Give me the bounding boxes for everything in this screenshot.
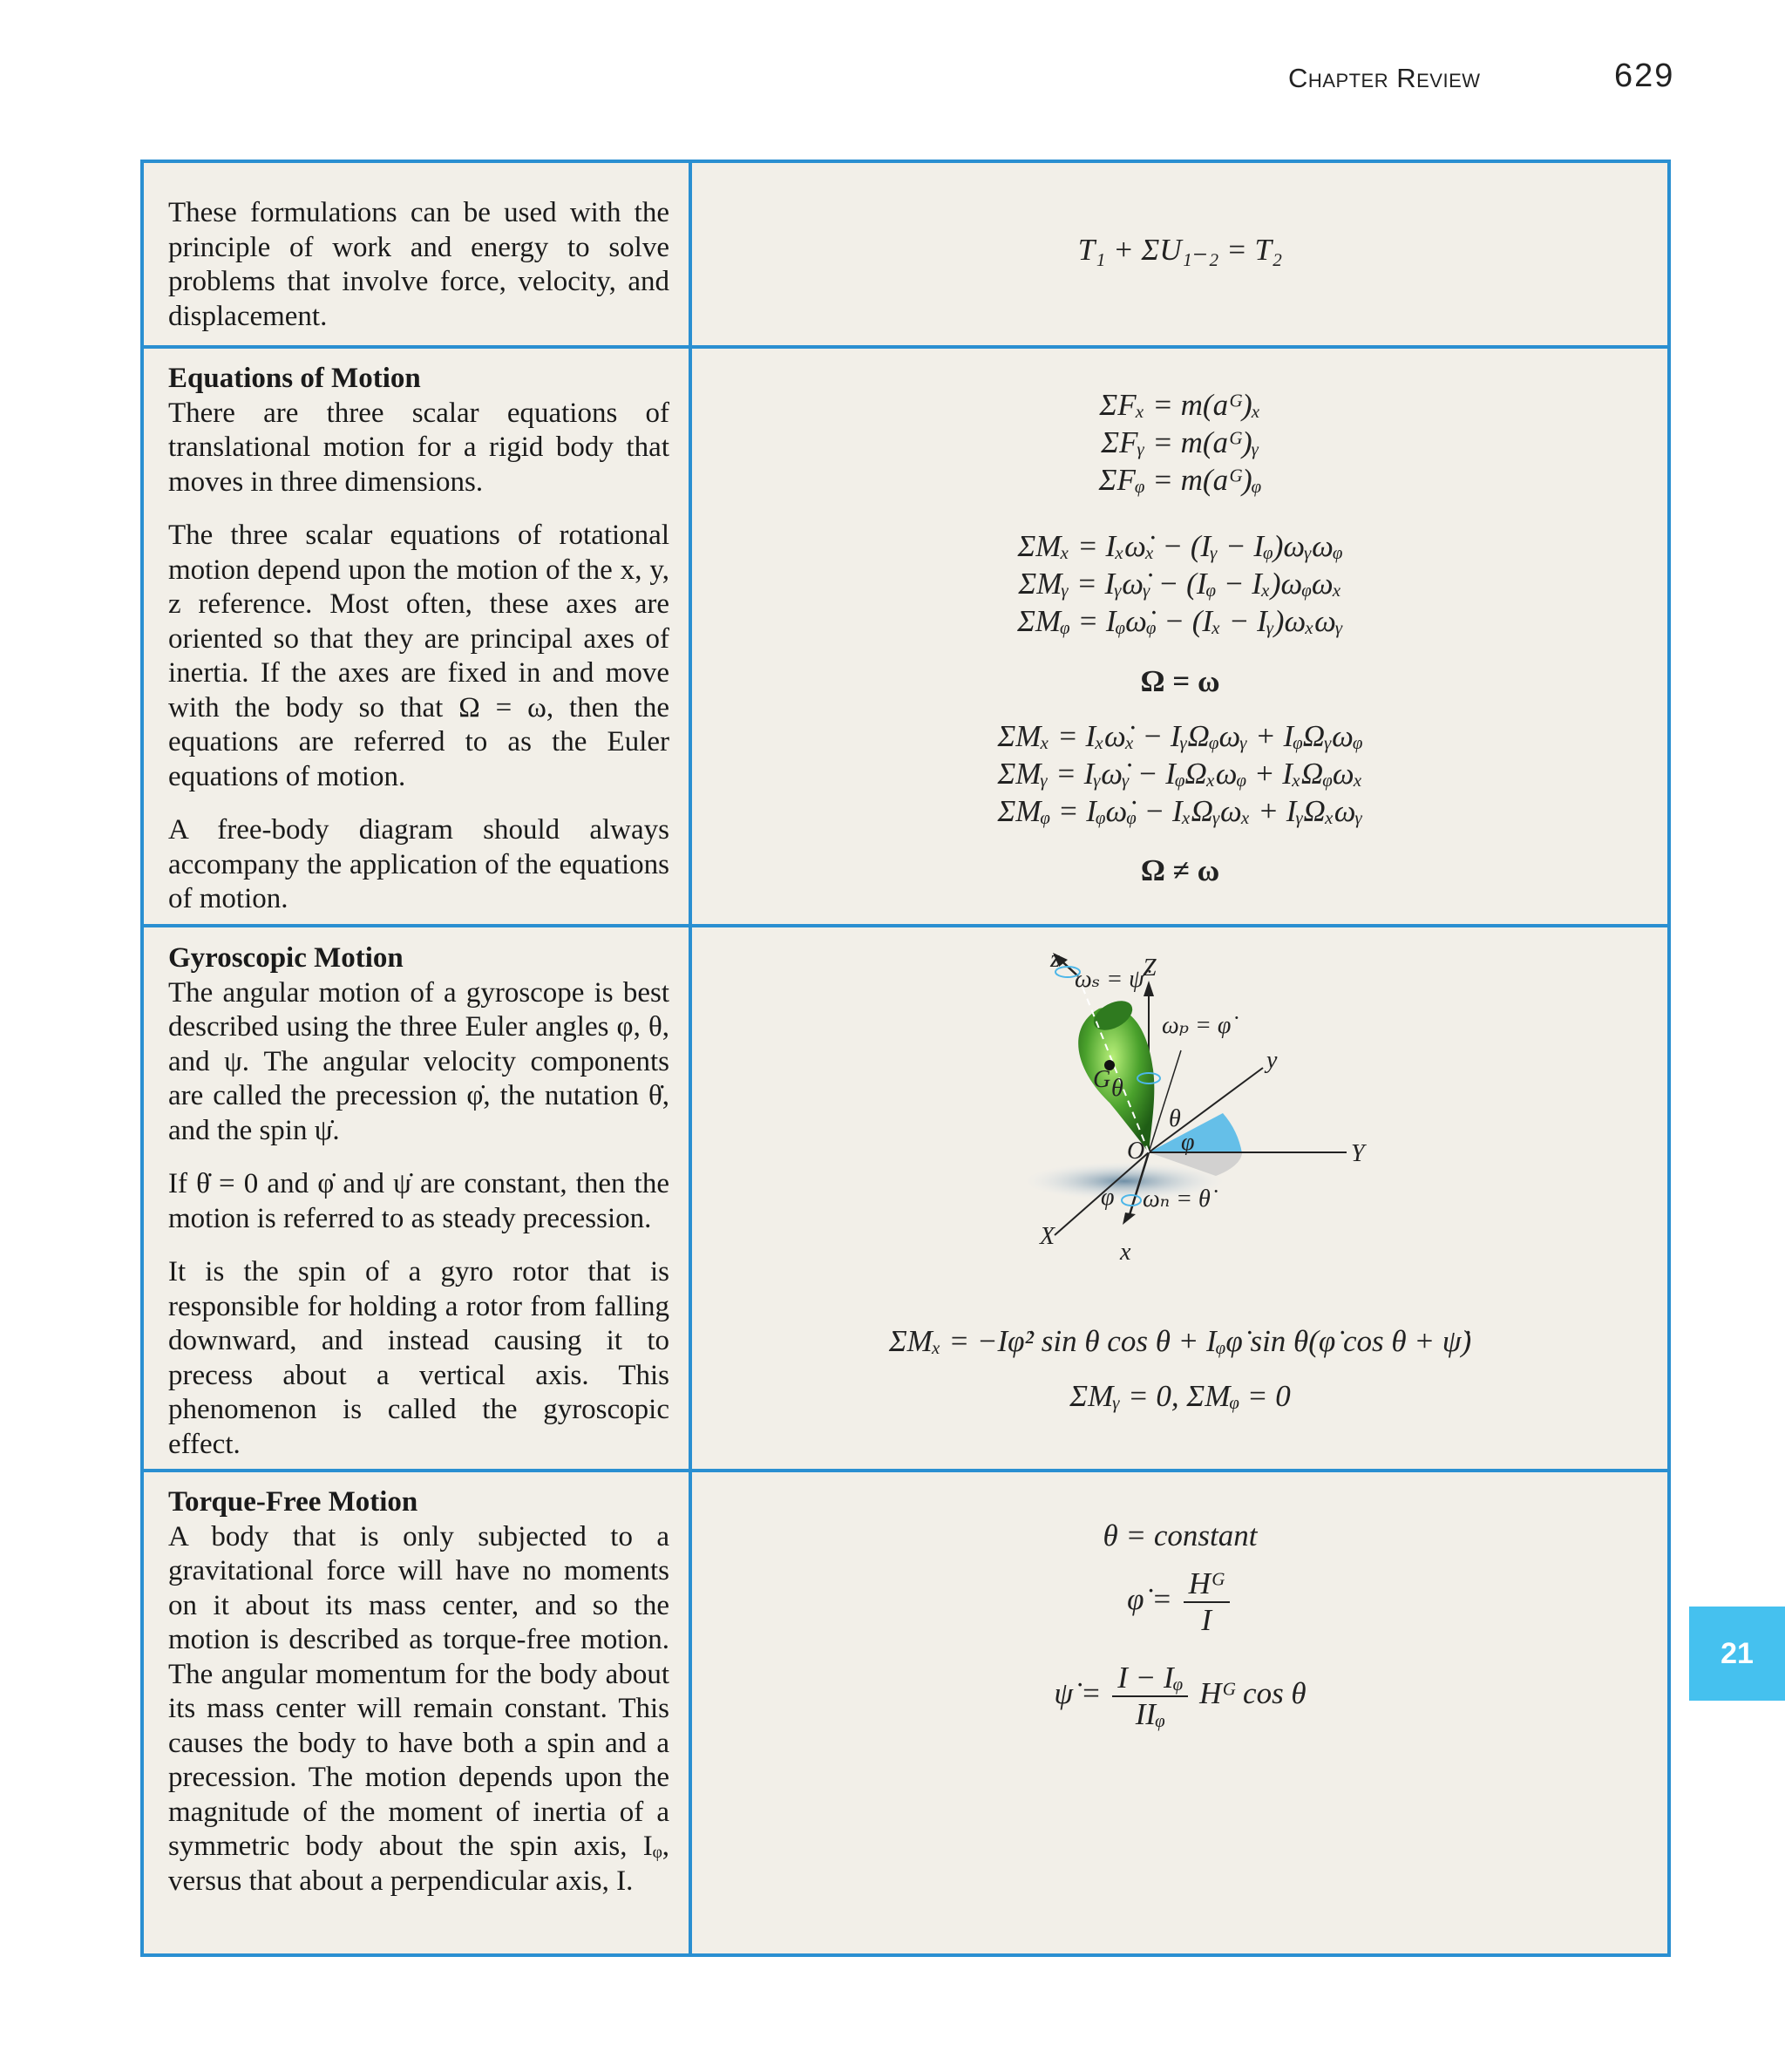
paragraph-text: The angular motion of a gyroscope is best described using the three Euler angles φ, θ, and ψ. The angular velocity components are called the precession φ̇, the nutation θ̇, and the spin ψ̇. — [168, 976, 669, 1146]
paragraph: It is the spin of a gyro rotor that is responsible for holding a rotor from falling downward, and instead causing it to precess about a vertical axis. This phenomenon is called the gyroscopic effect. — [168, 1256, 669, 1460]
omega-p-label: ωₚ = φ̇ — [1162, 1012, 1232, 1039]
general-rotation-equation-y: ΣMᵧ = Iᵧω̇ᵧ − IᵩΩₓωᵩ + IₓΩᵩωₓ — [997, 757, 1363, 791]
spin-rhs: Hᴳ cos θ — [1199, 1676, 1307, 1711]
paragraph: If θ̇ = 0 and φ̇ and ψ̇ are constant, then the motion is referred to as steady precession. — [168, 1168, 669, 1234]
row-divider — [144, 1469, 1667, 1472]
work-energy-equation: T₁ + ΣU₁₋₂ = T₂ — [1077, 233, 1283, 267]
paragraph: These formulations can be used with the principle of work and energy to solve problems that involve force, velocity, and displacement. — [168, 197, 669, 332]
precession-rate-equation — [692, 1566, 1668, 1638]
Z-label: Z — [1143, 954, 1157, 982]
paragraph: The three scalar equations of rotational motion depend upon the motion of the x, y, z reference. Most often, these axes are oriented so that they are principal axes of inertia. If the axes are fixed in and move with the body so that Ω = ω, then the equations are referred to as the Euler equations of motion. — [168, 520, 669, 792]
section-heading: Torque-Free Motion — [168, 1486, 418, 1518]
row-divider — [144, 924, 1667, 927]
omega-p-arrowhead — [1144, 981, 1154, 996]
running-header-title: Chapter Review — [1288, 63, 1481, 93]
translation-equation-z: ΣFᵩ = m(aᴳ)ᵩ — [1098, 463, 1262, 497]
z-label: z — [1050, 948, 1060, 973]
spin-lhs: ψ̇ = — [1054, 1676, 1102, 1711]
paragraph-text: There are three scalar equations of translational motion for a rigid body that moves in three dimensions. — [168, 397, 669, 498]
page-number: 629 — [1614, 58, 1675, 94]
theta-label: θ — [1169, 1105, 1181, 1132]
omega-equal-condition: Ω = ω — [1140, 664, 1220, 698]
gyro-moment-equation-yz: ΣMᵧ = 0, ΣMᵩ = 0 — [1069, 1379, 1291, 1413]
omega-n-arrowhead — [1123, 1213, 1136, 1225]
paragraph: A free-body diagram should always accompany the application of the equations of motion. — [168, 814, 669, 914]
translation-equation-x: ΣFₓ = m(aᴳ)ₓ — [1099, 388, 1261, 422]
general-rotation-equation-x: ΣMₓ = Iₓω̇ₓ − IᵧΩᵩωᵧ + IᵩΩᵧωᵩ — [997, 719, 1363, 753]
theta-sector — [1149, 1113, 1242, 1153]
omega-s-label: ωₛ = ψ̇ — [1075, 966, 1144, 993]
fraction-denominator: IIᵩ — [1135, 1697, 1165, 1731]
row1-text — [168, 196, 669, 334]
omega-n-label: ωₙ = θ̇ — [1143, 1185, 1211, 1213]
fraction-denominator: I — [1201, 1603, 1212, 1637]
spin-fraction — [1112, 1661, 1188, 1732]
paragraph-text: A body that is only subjected to a gravitational force will have no moments on it about its mass center, and so the motion is described as torque-free motion. The angular momentum for the body about its mass center will remain constant. This causes the body to have both a spin and a precession. The motion depends upon the magnitude of the moment of inertia of a symmetric body about the spin axis, Iᵩ, versus that about a perpendicular axis, I. — [168, 1520, 669, 1897]
row2-text — [168, 362, 669, 917]
Y-label: Y — [1351, 1140, 1365, 1167]
section-heading: Gyroscopic Motion — [168, 942, 404, 974]
translation-equation-y: ΣFᵧ = m(aᴳ)ᵧ — [1101, 425, 1259, 459]
omega-not-equal-condition: Ω ≠ ω — [1140, 853, 1220, 887]
rotation-equation-x: ΣMₓ = Iₓω̇ₓ − (Iᵧ − Iᵩ)ωᵧωᵩ — [1017, 529, 1343, 563]
x-label: x — [1120, 1239, 1131, 1266]
rotation-equation-z: ΣMᵩ = Iᵩω̇ᵩ − (Iₓ − Iᵧ)ωₓωᵧ — [1017, 604, 1343, 638]
G-label: G — [1093, 1066, 1111, 1093]
gyro-moment-equation-x: ΣMₓ = −Iφ̇² sin θ cos θ + Iᵩφ̇ sin θ(φ̇ cos θ + ψ̇) — [888, 1324, 1472, 1358]
spin-rate-equation — [692, 1661, 1668, 1732]
phi-label: φ — [1181, 1129, 1195, 1156]
precession-fraction — [1184, 1566, 1230, 1638]
rotation-equation-y: ΣMᵧ = Iᵧω̇ᵧ − (Iᵩ − Iₓ)ωᵩωₓ — [1018, 567, 1342, 601]
y-label: y — [1266, 1047, 1278, 1074]
O-label: O — [1127, 1138, 1145, 1165]
row3-text — [168, 941, 669, 1462]
X-label: X — [1040, 1223, 1055, 1250]
theta-label-2: θ — [1111, 1075, 1123, 1102]
section-heading: Equations of Motion — [168, 363, 421, 394]
chapter-review-table — [140, 160, 1671, 1957]
theta-constant-equation: θ = constant — [1103, 1518, 1258, 1552]
fraction-numerator: Hᴳ — [1184, 1566, 1230, 1603]
precession-lhs: φ̇ = — [1127, 1582, 1172, 1617]
chapter-tab: 21 — [1689, 1607, 1785, 1701]
row-divider — [144, 345, 1667, 349]
fraction-numerator: I − Iᵩ — [1112, 1661, 1188, 1697]
phi-label-2: φ — [1101, 1184, 1115, 1211]
row4-text — [168, 1485, 669, 1899]
gyroscope-figure — [1015, 948, 1608, 1296]
paragraph — [168, 1485, 669, 1899]
general-rotation-equation-z: ΣMᵩ = Iᵩω̇ᵩ − IₓΩᵧωₓ + IᵧΩₓωᵧ — [997, 794, 1363, 828]
paragraph — [168, 362, 669, 499]
paragraph — [168, 941, 669, 1148]
